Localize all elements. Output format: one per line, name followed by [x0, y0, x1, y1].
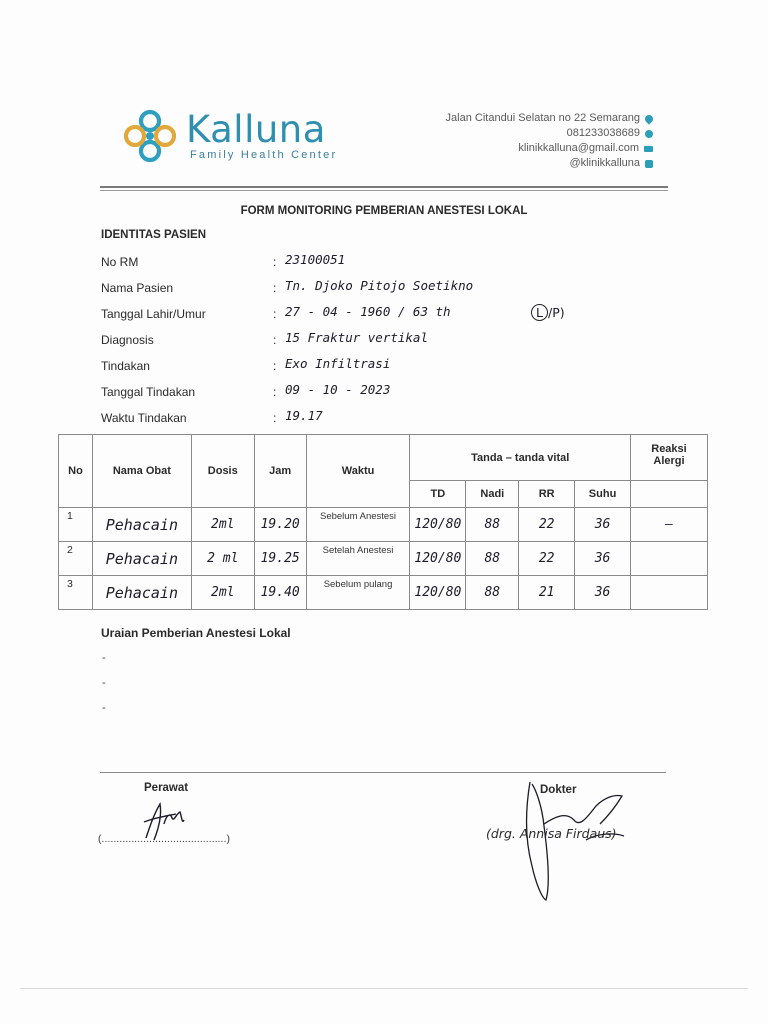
identity-value: Exo Infiltrasi [285, 356, 391, 371]
cell-waktu: Setelah Anestesi [306, 542, 410, 576]
col-header-nama-obat: Nama Obat [92, 435, 191, 508]
identity-row-tanggal-tindakan [101, 382, 661, 408]
cell-waktu: Sebelum pulang [306, 576, 410, 610]
col-header-reaksi-alergi: Reaksi Alergi [631, 435, 708, 481]
cell-suhu: 36 [575, 508, 631, 542]
table-row [59, 508, 708, 542]
page-bottom-edge [20, 988, 748, 989]
identity-label: Diagnosis [101, 333, 154, 347]
cell-td: 120/80 [410, 508, 466, 542]
gender-sep: / [548, 305, 553, 320]
dokter-name: (drg. Annisa Firdaus) [486, 826, 617, 841]
identity-row-tanggal-lahir [101, 304, 661, 330]
uraian-item: - [102, 677, 106, 689]
cell-no: 1 [59, 508, 93, 542]
perawat-name-line: (..........................................) [98, 834, 231, 845]
identity-label: No RM [101, 255, 139, 269]
contact-email [446, 141, 653, 156]
identity-colon: : [273, 255, 277, 269]
cell-td: 120/80 [410, 542, 466, 576]
cell-rr: 21 [519, 576, 575, 610]
identity-label: Tanggal Lahir/Umur [101, 307, 206, 321]
brand-tagline: Family Health Center [190, 149, 338, 161]
cell-jam: 19.20 [254, 508, 306, 542]
table-row [59, 542, 708, 576]
cell-waktu: Sebelum Anestesi [306, 508, 410, 542]
uraian-item: - [102, 652, 106, 664]
brand-name: Kalluna [186, 108, 326, 151]
contact-address [446, 111, 653, 126]
identity-value: 15 Fraktur vertikal [285, 330, 428, 345]
cell-suhu: 36 [575, 576, 631, 610]
identity-value: 27 - 04 - 1960 / 63 th [285, 304, 451, 319]
cell-obat: Pehacain [92, 508, 191, 542]
cell-no: 3 [59, 576, 93, 610]
identity-value: 09 - 10 - 2023 [285, 382, 391, 397]
table-header-row [59, 435, 708, 481]
identity-label: Waktu Tindakan [101, 411, 187, 425]
header-divider [100, 186, 668, 188]
col-header-rr: RR [519, 481, 575, 508]
col-header-reaksi-blank [631, 481, 708, 508]
identity-colon: : [273, 333, 277, 347]
identity-value: 23100051 [285, 252, 346, 267]
cell-jam: 19.25 [254, 542, 306, 576]
identity-colon: : [273, 281, 277, 295]
cell-reaksi [631, 576, 708, 610]
col-header-suhu: Suhu [575, 481, 631, 508]
identity-colon: : [273, 359, 277, 373]
cell-dosis: 2ml [191, 576, 254, 610]
identity-value: 19.17 [285, 408, 323, 423]
cell-td: 120/80 [410, 576, 466, 610]
cell-nadi: 88 [466, 508, 519, 542]
form-title: FORM MONITORING PEMBERIAN ANESTESI LOKAL [240, 205, 528, 217]
cell-jam: 19.40 [254, 576, 306, 610]
gender-marker [531, 304, 565, 321]
dokter-signature [496, 776, 646, 906]
email-text: klinikkalluna@gmail.com [518, 142, 639, 154]
identity-row-tindakan [101, 356, 661, 382]
identity-label: Nama Pasien [101, 281, 174, 295]
cell-reaksi: – [631, 508, 708, 542]
identity-row-diagnosis [101, 330, 661, 356]
address-text: Jalan Citandui Selatan no 22 Semarang [445, 112, 640, 124]
gender-l-circled: L [531, 304, 548, 321]
cell-dosis: 2 ml [191, 542, 254, 576]
col-header-dosis: Dosis [191, 435, 254, 508]
phone-text: 081233038689 [566, 127, 640, 139]
contact-block [446, 111, 653, 171]
cell-no: 2 [59, 542, 93, 576]
cell-suhu: 36 [575, 542, 631, 576]
section-title-identity: IDENTITAS PASIEN [101, 229, 206, 241]
whatsapp-icon [645, 130, 653, 138]
patient-identity [101, 252, 661, 434]
identity-colon: : [273, 307, 277, 321]
perawat-label: Perawat [144, 782, 189, 794]
col-header-jam: Jam [254, 435, 306, 508]
mail-icon [644, 146, 653, 152]
gender-close: ) [559, 305, 565, 320]
instagram-text: @klinikkalluna [569, 157, 640, 169]
col-header-vital-signs: Tanda – tanda vital [410, 435, 631, 481]
col-header-no: No [59, 435, 93, 508]
location-pin-icon [643, 113, 654, 124]
identity-row-nama-pasien [101, 278, 661, 304]
cell-reaksi [631, 542, 708, 576]
monitoring-table [58, 434, 708, 610]
cell-obat: Pehacain [92, 542, 191, 576]
cell-dosis: 2ml [191, 508, 254, 542]
uraian-title: Uraian Pemberian Anestesi Lokal [101, 626, 291, 640]
col-header-waktu: Waktu [306, 435, 410, 508]
uraian-item: - [102, 702, 106, 714]
cell-rr: 22 [519, 508, 575, 542]
identity-value: Tn. Djoko Pitojo Soetikno [285, 278, 474, 293]
signature-divider [100, 772, 666, 773]
table-row [59, 576, 708, 610]
identity-label: Tanggal Tindakan [101, 385, 196, 399]
col-header-td: TD [410, 481, 466, 508]
gender-p: P [552, 305, 560, 320]
contact-instagram [446, 156, 653, 171]
cell-nadi: 88 [466, 542, 519, 576]
identity-colon: : [273, 411, 277, 425]
contact-phone [446, 126, 653, 141]
col-header-nadi: Nadi [466, 481, 519, 508]
identity-colon: : [273, 385, 277, 399]
kalluna-logo-icon [122, 108, 178, 164]
identity-label: Tindakan [101, 359, 150, 373]
identity-row-waktu-tindakan [101, 408, 661, 434]
instagram-icon [645, 160, 653, 168]
identity-row-no-rm [101, 252, 661, 278]
cell-nadi: 88 [466, 576, 519, 610]
cell-obat: Pehacain [92, 576, 191, 610]
header-divider-thin [100, 190, 668, 191]
dokter-label: Dokter [540, 784, 577, 796]
cell-rr: 22 [519, 542, 575, 576]
